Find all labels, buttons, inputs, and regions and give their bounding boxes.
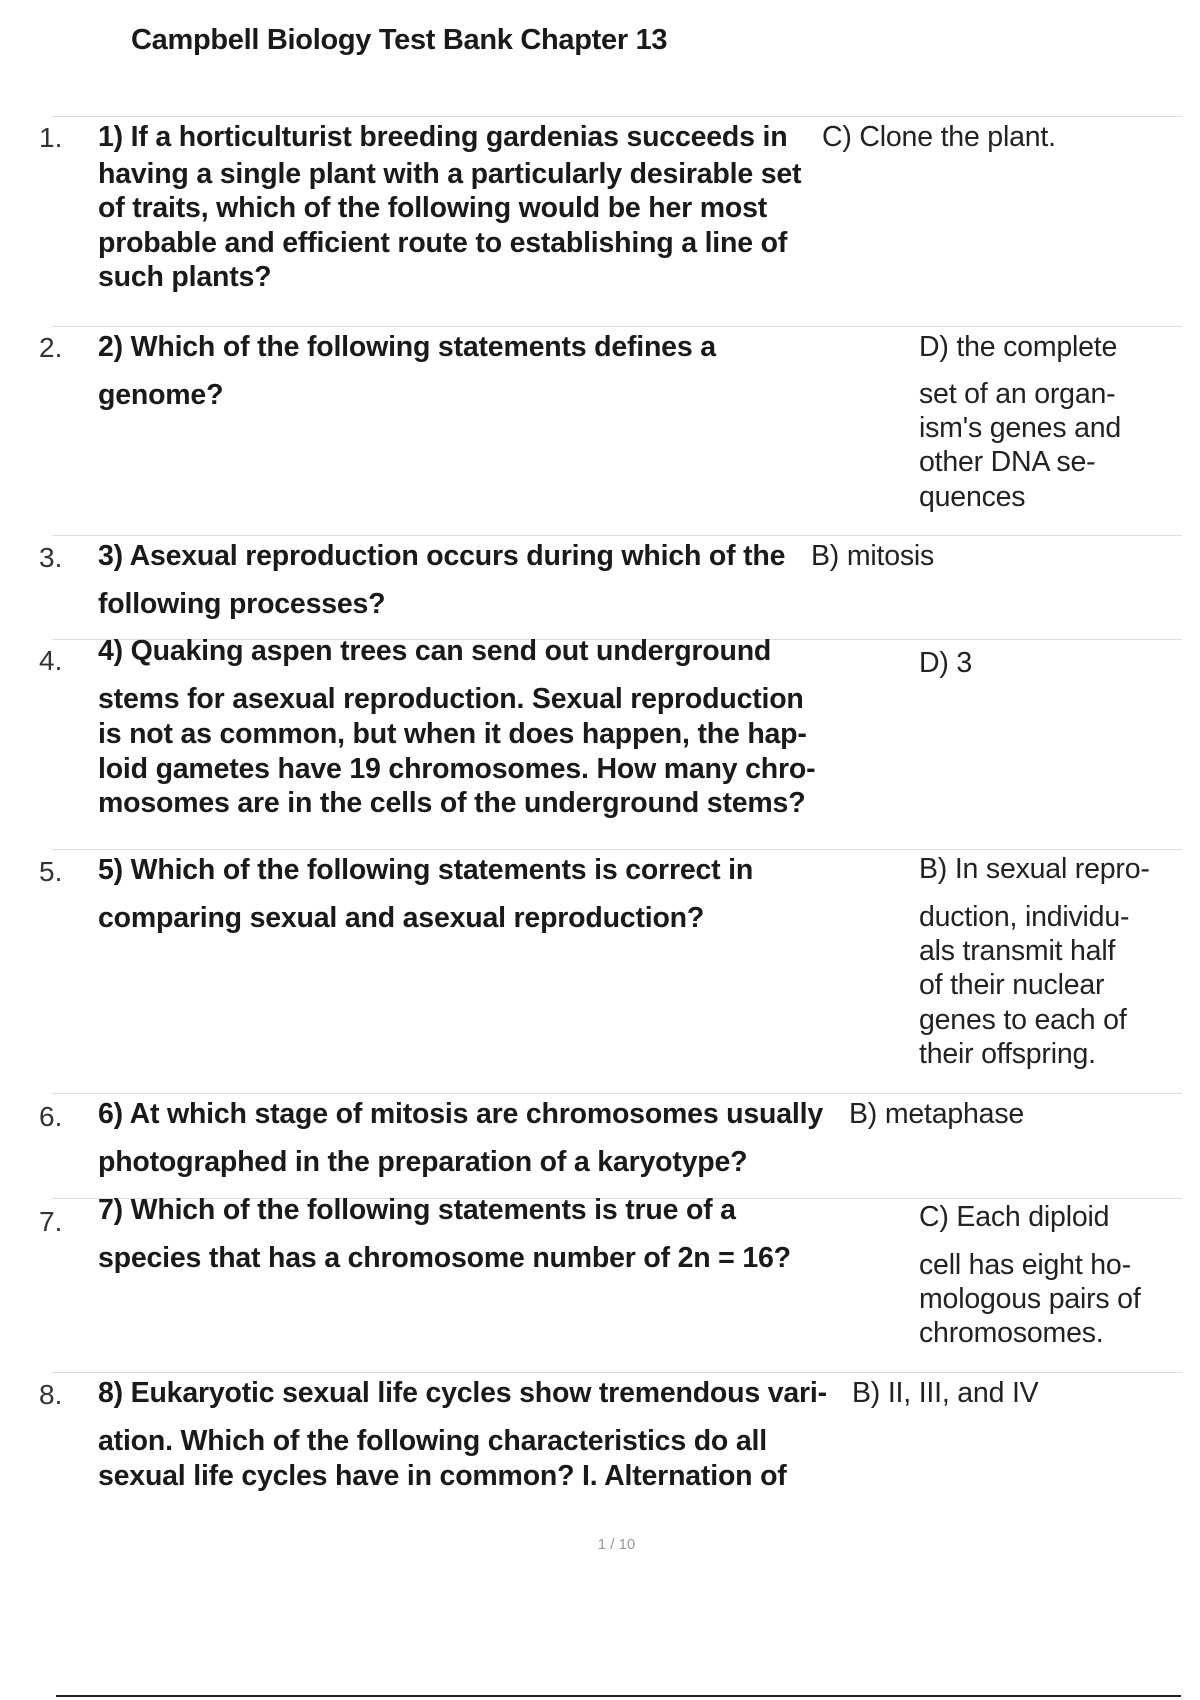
question-card [39,849,1182,1070]
question-number: 4. [39,645,63,676]
question-card [39,1372,1182,1492]
question-text-line: mosomes are in the cells of the underground stems? [98,787,806,819]
question-text-line: loid gametes have 19 chromosomes. How many chro- [98,753,816,785]
answer-text-line: B) II, III, and IV [852,1377,1039,1409]
answer-text-line: als transmit half [919,935,1116,967]
answer-text-line: B) mitosis [811,540,935,572]
question-text-line: photographed in the preparation of a karyotype? [98,1146,748,1178]
question-text-line: species that has a chromosome number of 2n = 16? [98,1242,791,1274]
question-text-line: 6) At which stage of mitosis are chromosomes usually [98,1098,823,1130]
question-text-line: 8) Eukaryotic sexual life cycles show tremendous vari- [98,1377,827,1409]
answer-text-line: mologous pairs of [919,1283,1141,1315]
question-number: 7. [39,1206,63,1237]
question-number: 2. [39,332,63,363]
question-text-line: genome? [98,379,224,411]
question-number: 8. [39,1379,63,1410]
question-card [39,116,1182,293]
answer-text-line: D) 3 [919,647,973,679]
question-number: 5. [39,856,63,887]
answer-text-line: C) Each diploid [919,1201,1110,1233]
question-text-line: stems for asexual reproduction. Sexual reproduction [98,683,804,715]
question-text-line: 2) Which of the following statements defines a [98,331,716,363]
question-text-line: 5) Which of the following statements is correct in [98,854,754,886]
bottom-divider [56,1695,1181,1697]
answer-text-line: chromosomes. [919,1317,1104,1349]
answer-text-line: B) metaphase [849,1098,1025,1130]
question-text-line: ation. Which of the following characteristics do all [98,1425,767,1457]
question-card [39,535,1182,620]
question-number: 6. [39,1101,63,1132]
question-card [39,1194,1182,1349]
answer-text-line: genes to each of [919,1004,1127,1036]
question-text-line: 7) Which of the following statements is true of a [98,1194,736,1226]
answer-text-line: other DNA se- [919,446,1096,478]
answer-text-line: cell has eight ho- [919,1249,1131,1281]
question-card [39,635,1182,819]
question-text-line: having a single plant with a particularly desirable set [98,158,802,190]
answer-text-line: C) Clone the plant. [822,121,1056,153]
document-title: Campbell Biology Test Bank Chapter 13 [131,24,668,56]
answer-text-line: their offspring. [919,1038,1096,1070]
question-card [39,1093,1182,1178]
question-text-line: 1) If a horticulturist breeding gardenias succeeds in [98,121,788,153]
page-indicator: 1 / 10 [597,1536,636,1553]
answer-text-line: D) the complete [919,331,1118,363]
question-number: 3. [39,542,63,573]
question-text-line: such plants? [98,261,272,293]
question-card [39,326,1182,513]
question-number: 1. [39,122,63,153]
question-text-line: is not as common, but when it does happen, the hap- [98,718,807,750]
answer-text-line: ism's genes and [919,412,1122,444]
question-text-line: following processes? [98,588,386,620]
answer-text-line: B) In sexual repro- [919,853,1150,885]
answer-text-line: set of an organ- [919,378,1116,410]
answer-text-line: duction, individu- [919,901,1130,933]
answer-text-line: quences [919,481,1026,513]
answer-text-line: of their nuclear [919,969,1105,1001]
question-text-line: sexual life cycles have in common? I. Alternation of [98,1460,787,1492]
question-text-line: of traits, which of the following would be her most [98,192,768,224]
question-text-line: probable and efficient route to establishing a line of [98,227,788,259]
question-text-line: 3) Asexual reproduction occurs during which of the [98,540,786,572]
question-text-line: comparing sexual and asexual reproduction? [98,902,705,934]
question-text-line: 4) Quaking aspen trees can send out underground [98,635,772,667]
